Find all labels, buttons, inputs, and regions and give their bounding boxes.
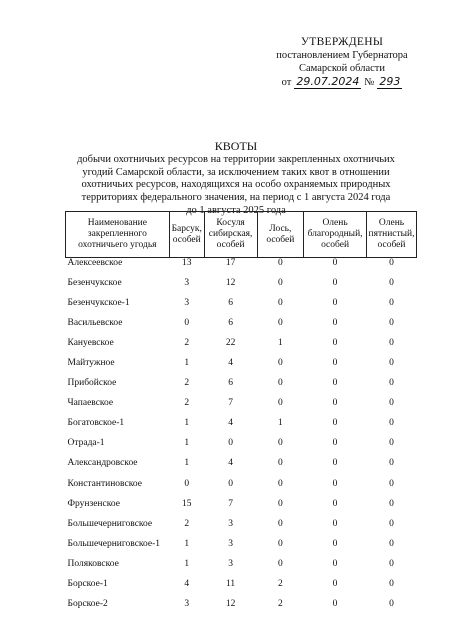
quota-cell: 4 bbox=[184, 578, 190, 589]
hunting-ground-name: Отрада-1 bbox=[67, 438, 105, 449]
quota-cell: 0 bbox=[389, 558, 394, 569]
table-row bbox=[66, 579, 417, 599]
header-hunting-ground: Наименование закрепленного охотничьего угодья bbox=[66, 212, 170, 258]
quota-cell: 3 bbox=[184, 298, 190, 309]
hunting-ground-name: Майтужное bbox=[67, 358, 115, 369]
hunting-ground-name: Кануевское bbox=[67, 338, 114, 349]
quota-cell: 4 bbox=[228, 418, 233, 429]
table-row bbox=[66, 258, 417, 279]
title-line-2: угодий Самарской области, за исключением таких квот в отношении bbox=[82, 166, 390, 178]
hunting-ground-name: Борское-1 bbox=[67, 578, 108, 589]
quota-cell: 0 bbox=[389, 518, 394, 529]
quota-cell: 1 bbox=[184, 438, 190, 449]
quota-cell: 0 bbox=[332, 398, 338, 409]
quota-cell: 11 bbox=[226, 578, 236, 589]
header-roe-deer: Косуля сибирская, особей bbox=[204, 212, 257, 258]
hunting-ground-name: Безенчукское-1 bbox=[67, 298, 130, 309]
document-title-block bbox=[60, 140, 412, 218]
quota-cell: 0 bbox=[389, 458, 394, 469]
hunting-ground-name: Безенчукское bbox=[67, 278, 122, 289]
quota-cell: 0 bbox=[332, 538, 338, 549]
quota-cell: 0 bbox=[184, 318, 190, 329]
quota-cell: 0 bbox=[332, 378, 338, 389]
approval-heading: УТВЕРЖДЕНЫ bbox=[300, 36, 384, 48]
quota-cell: 4 bbox=[228, 458, 233, 469]
quota-cell: 1 bbox=[277, 338, 283, 349]
quota-cell: 0 bbox=[366, 258, 416, 279]
quota-cell: 0 bbox=[389, 398, 394, 409]
quota-cell: 12 bbox=[225, 598, 236, 609]
quota-cell: 1 bbox=[184, 558, 190, 569]
quota-cell: 0 bbox=[277, 438, 283, 449]
quota-cell: 0 bbox=[277, 518, 283, 529]
quota-cell: 0 bbox=[332, 598, 338, 609]
quota-cell: 0 bbox=[389, 338, 394, 349]
quota-cell: 0 bbox=[277, 318, 283, 329]
table-row bbox=[66, 438, 417, 458]
quota-cell: 0 bbox=[277, 538, 283, 549]
table-header-row bbox=[66, 212, 417, 258]
title-line-3: охотничьих ресурсов, находящихся на особо охраняемых природных bbox=[81, 179, 391, 191]
table-row bbox=[66, 358, 417, 378]
quota-cell: 0 bbox=[332, 298, 338, 309]
header-red-deer: Олень благородный, особей bbox=[304, 212, 367, 258]
quota-cell: 0 bbox=[389, 318, 394, 329]
header-sika-deer: Олень пятнистый, особей bbox=[366, 212, 416, 258]
table-row bbox=[66, 599, 417, 619]
quota-cell: 4 bbox=[228, 358, 233, 369]
quota-cell: 2 bbox=[277, 598, 283, 609]
hunting-ground-name: Васильевское bbox=[67, 318, 123, 329]
quota-cell: 0 bbox=[277, 458, 283, 469]
quota-cell: 0 bbox=[389, 298, 394, 309]
quota-cell: 0 bbox=[332, 518, 338, 529]
table-row bbox=[66, 338, 417, 358]
hunting-ground-name: Борское-2 bbox=[67, 598, 108, 609]
quota-cell: 6 bbox=[228, 318, 233, 329]
quota-cell: 1 bbox=[277, 418, 283, 429]
quota-cell: 0 bbox=[332, 578, 338, 589]
quota-cell: 0 bbox=[332, 358, 338, 369]
quota-cell: 0 bbox=[184, 478, 190, 489]
quota-cell: 1 bbox=[184, 418, 190, 429]
quota-cell: 0 bbox=[332, 338, 338, 349]
hunting-ground-name: Александровское bbox=[67, 458, 138, 469]
table-row bbox=[66, 278, 417, 298]
table-row bbox=[66, 519, 417, 539]
quota-cell: 0 bbox=[332, 478, 338, 489]
hunting-ground-name: Поляковское bbox=[67, 558, 119, 569]
table-row bbox=[66, 539, 417, 559]
quota-cell: 2 bbox=[184, 378, 190, 389]
hunting-ground-name: Богатовское-1 bbox=[67, 418, 125, 429]
quota-cell: 0 bbox=[304, 258, 367, 279]
quota-cell: 1 bbox=[184, 358, 190, 369]
table-row bbox=[66, 559, 417, 579]
table-row bbox=[66, 458, 417, 478]
quota-cell: 0 bbox=[332, 418, 338, 429]
quota-cell: 12 bbox=[225, 278, 236, 289]
table-row bbox=[66, 499, 417, 519]
header-elk: Лось, особей bbox=[257, 212, 304, 258]
table-row bbox=[66, 418, 417, 438]
quota-cell: 0 bbox=[277, 358, 283, 369]
quota-cell: 3 bbox=[228, 538, 233, 549]
quota-cell: 2 bbox=[277, 578, 283, 589]
quota-cell: 0 bbox=[332, 318, 338, 329]
quota-cell: 0 bbox=[332, 498, 338, 509]
approval-block bbox=[258, 36, 426, 89]
quota-cell: 0 bbox=[389, 598, 394, 609]
quota-cell: 3 bbox=[184, 278, 190, 289]
handwritten-number: 293 bbox=[379, 75, 401, 88]
document-title: КВОТЫ bbox=[214, 139, 258, 153]
quota-cell: 0 bbox=[228, 478, 233, 489]
header-badger: Барсук, особей bbox=[169, 212, 204, 258]
quota-cell: 0 bbox=[389, 578, 394, 589]
table-row bbox=[66, 298, 417, 318]
quota-cell: 7 bbox=[228, 498, 233, 509]
table-row bbox=[66, 318, 417, 338]
quota-cell: 0 bbox=[277, 478, 283, 489]
approval-date-line bbox=[258, 76, 426, 89]
quota-cell: 2 bbox=[184, 398, 190, 409]
approval-line-2: Самарской области bbox=[299, 63, 385, 74]
quota-cell: 6 bbox=[228, 378, 233, 389]
hunting-ground-name: Фрунзенское bbox=[67, 498, 120, 509]
quota-cell: 0 bbox=[277, 278, 283, 289]
title-line-5: до 1 августа 2025 года bbox=[186, 204, 286, 216]
hunting-ground-name: Прибойское bbox=[67, 378, 117, 389]
approval-line-1: постановлением Губернатора bbox=[276, 50, 408, 61]
quota-cell: 0 bbox=[332, 458, 338, 469]
number-prefix: № bbox=[364, 77, 375, 88]
quota-cell: 22 bbox=[225, 338, 236, 349]
quota-cell: 0 bbox=[389, 278, 394, 289]
quota-cell: 0 bbox=[277, 298, 283, 309]
hunting-ground-name: Большечерниговское-1 bbox=[67, 538, 161, 549]
quota-cell: 0 bbox=[389, 418, 394, 429]
quota-cell: 0 bbox=[332, 558, 338, 569]
quota-cell: 2 bbox=[184, 518, 190, 529]
quota-cell: 0 bbox=[389, 538, 394, 549]
hunting-ground-name: Чапаевское bbox=[67, 398, 114, 409]
quota-cell: 7 bbox=[228, 398, 233, 409]
table-row bbox=[66, 378, 417, 398]
quota-cell: 17 bbox=[204, 258, 257, 279]
quota-cell: 0 bbox=[277, 498, 283, 509]
quota-cell: 0 bbox=[332, 278, 338, 289]
quota-cell: 0 bbox=[277, 378, 283, 389]
quota-table bbox=[65, 211, 417, 619]
quota-cell: 0 bbox=[277, 398, 283, 409]
date-prefix: от bbox=[281, 77, 292, 88]
quota-cell: 0 bbox=[389, 358, 394, 369]
quota-cell: 13 bbox=[169, 258, 204, 279]
quota-cell: 3 bbox=[184, 598, 190, 609]
quota-cell: 2 bbox=[184, 338, 190, 349]
quota-cell: 15 bbox=[181, 498, 192, 509]
title-line-1: добычи охотничьих ресурсов на территории закрепленных охотничьих bbox=[77, 153, 395, 165]
quota-cell: 1 bbox=[184, 538, 190, 549]
table-row bbox=[66, 398, 417, 418]
quota-cell: 0 bbox=[277, 558, 283, 569]
quota-cell: 6 bbox=[228, 298, 233, 309]
hunting-ground-name: Константиновское bbox=[67, 478, 142, 489]
hunting-ground-name: Алексеевское bbox=[66, 258, 170, 279]
quota-cell: 0 bbox=[389, 438, 394, 449]
quota-cell: 0 bbox=[389, 378, 394, 389]
quota-cell: 0 bbox=[228, 438, 233, 449]
quota-cell: 1 bbox=[184, 458, 190, 469]
quota-cell: 0 bbox=[389, 478, 394, 489]
title-line-4: территориях федерального значения, на период с 1 августа 2024 года bbox=[81, 192, 391, 204]
handwritten-date: 29.07.2024 bbox=[296, 75, 360, 88]
table-row bbox=[66, 479, 417, 499]
quota-cell: 3 bbox=[228, 518, 233, 529]
quota-cell: 0 bbox=[257, 258, 304, 279]
hunting-ground-name: Большечерниговское bbox=[67, 518, 153, 529]
quota-cell: 0 bbox=[332, 438, 338, 449]
quota-cell: 0 bbox=[389, 498, 394, 509]
quota-cell: 3 bbox=[228, 558, 233, 569]
